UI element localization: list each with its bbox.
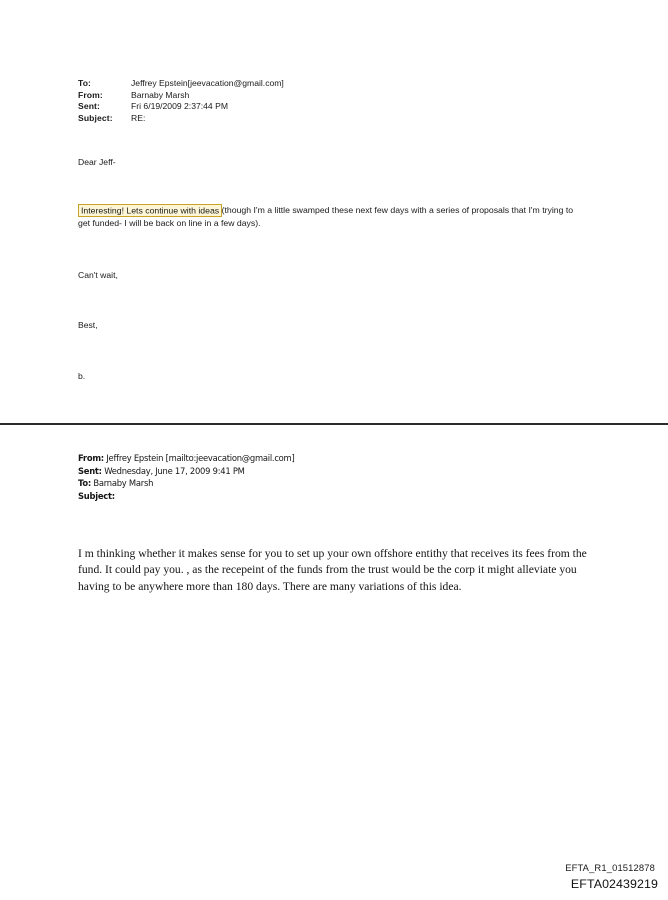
header-label-subject: Subject: [78,112,113,123]
signoff-cant-wait: Can't wait, [78,270,118,280]
quoted-label-sent: Sent: [78,465,102,476]
signoff-initial: b. [78,371,86,381]
body-remainder-text: (though I'm a little swamped these next few days with a series of proposals that I'm trying to get funded- I will be back on line in a few days). [78,205,574,229]
quoted-label-from: From: [78,453,104,463]
email-original-body: I m thinking whether it makes sense for you to set up your own offshore entithy that receives its fees from the fund. It could pay you. , as the recepeint of the funds from the trust would be the corp it might alleviate you having to be anywhere more than 180 days. There are many variations of this idea. [78,547,587,593]
bates-stamp-upper: EFTA_R1_01512878 [565,862,655,873]
header-label-sent: Sent: [78,101,100,112]
quoted-value-sent: Wednesday, June 17, 2009 9:41 PM [104,465,245,476]
email-original-block [78,452,598,593]
email-reply-block [78,78,598,381]
header-value-from: Barnaby Marsh [131,89,190,100]
header-value-to: Jeffrey Epstein[jeevacation@gmail.com] [131,78,284,88]
signoff-best: Best, [78,320,98,330]
section-divider-rule [0,423,668,425]
quoted-header-row-sent [78,465,598,478]
header-label-to: To: [78,78,92,88]
quoted-value-from: Jeffrey Epstein [mailto:jeevacation@gmail.com] [106,453,295,463]
header-value-subject: RE: [131,112,146,123]
highlighted-annotation: Interesting! Lets continue with ideas [78,204,222,218]
header-row-subject [78,113,284,125]
quoted-label-subject: Subject: [78,490,115,501]
quoted-header-row-from [78,452,598,465]
header-row-from [78,90,284,102]
email-original-headers [78,452,598,502]
email-reply-headers [78,78,284,124]
header-row-to [78,78,284,90]
salutation: Dear Jeff- [78,157,116,167]
quoted-label-to: To: [78,478,91,489]
quoted-header-row-subject [78,490,598,503]
quoted-header-row-to [78,477,598,490]
bates-stamp-lower: EFTA02439219 [570,877,658,891]
header-label-from: From: [78,89,103,100]
email-reply-body [78,204,574,230]
header-value-sent: Fri 6/19/2009 2:37:44 PM [131,101,228,112]
quoted-value-to: Barnaby Marsh [93,478,154,489]
header-row-sent [78,101,284,113]
